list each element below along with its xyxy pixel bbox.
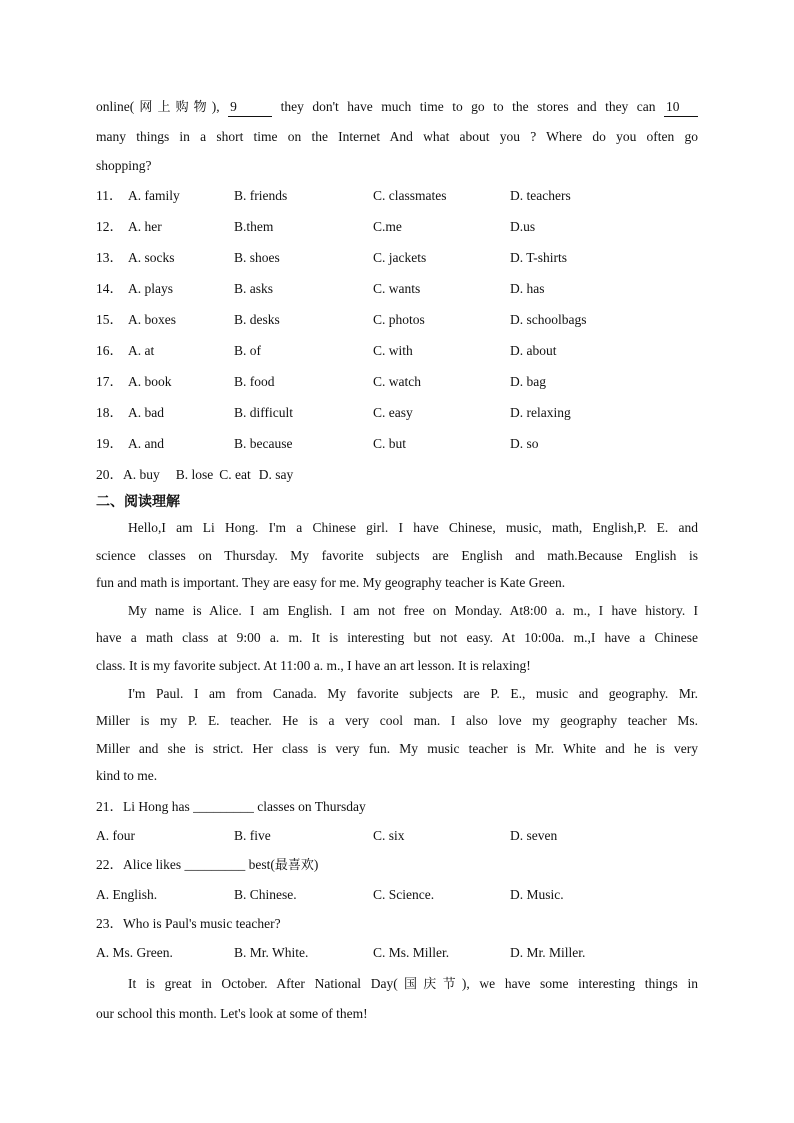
question-row [96,211,698,242]
option-b: B. Chinese. [234,886,297,902]
question-number: 16． [96,343,123,358]
option-c: C. Science. [373,886,435,902]
option-b: B. because [234,436,293,451]
text-paren: ), [211,99,220,114]
option-a: A. four [96,827,135,843]
question-23-stem: 23．Who is Paul's music teacher? [96,915,281,931]
option-d: D. bag [510,374,546,389]
question-list [96,180,698,459]
intro-line-1 [96,92,698,122]
option-a: A. plays [128,281,173,296]
question-number: 18． [96,405,123,420]
option-a: A. her [128,219,162,234]
question-text: 22．Alice likes [96,856,182,872]
passage-line: Hello,I am Li Hong. I'm a Chinese girl. I have Chinese, music, math, English,P. E. and [128,520,698,535]
section-heading-reading: 二、阅读理解 [96,494,180,510]
document-page [96,92,698,1028]
question-number: 13． [96,250,123,265]
question-number: 15． [96,312,123,327]
option-a: A. socks [128,250,175,265]
question-row [96,428,698,459]
option-c: C. easy [373,405,413,420]
option-a: A. boxes [128,312,176,327]
option-d: D. has [510,281,545,296]
option-a: A. and [128,436,164,451]
option-c: C. photos [373,312,425,327]
option-b: B. shoes [234,250,280,265]
intro-line-3: shopping? [96,158,152,173]
question-text: classes on Thursday [257,798,366,814]
question-number: 12． [96,219,123,234]
answer-blank: _________ [193,798,254,814]
blank-9: 9 [228,98,272,117]
option-c: C. jackets [373,250,427,265]
passage-li-hong [96,514,698,597]
passage-line [96,969,698,999]
option-d: D. seven [510,827,558,843]
question-row [96,366,698,397]
option-a: A. bad [128,405,164,420]
option-d: D. teachers [510,188,571,203]
question-number: 11． [96,188,123,203]
passage-line: science classes on Thursday. My favorite subjects are English and math.Because English is [96,547,698,563]
answer-blank: _________ [184,856,246,872]
option-a: A. book [128,374,172,389]
option-d: D. schoolbags [510,312,587,327]
option-d: D. about [510,343,557,358]
passage-text: ), we have some interesting things in [461,975,698,991]
passage-line: I'm Paul. I am from Canada. My favorite subjects are P. E., music and geography. Mr. [128,685,698,701]
question-row [96,242,698,273]
option-c: C. wants [373,281,421,296]
blank-10: 10 [664,98,698,117]
passage-line: kind to me. [96,768,158,784]
option-b: B. of [234,343,261,358]
question-text: best( [248,856,275,872]
option-d: D.us [510,219,536,234]
option-a: A. buy [123,467,160,482]
option-d: D. Music. [510,886,564,902]
passage-line: fun and math is important. They are easy for me. My geography teacher is Kate Green. [96,575,566,591]
text-cn-favorite: 最喜欢 [274,857,314,873]
question-22-stem [96,850,698,880]
question-text: ) [313,856,319,872]
question-21-options [96,821,698,850]
option-d: D. relaxing [510,405,571,420]
option-a: A. family [128,188,180,203]
option-b: B. five [234,827,271,843]
option-d: D. T-shirts [510,250,568,265]
option-b: B. lose [175,467,214,482]
passage-line: have a math class at 9:00 a. m. It is interesting but not easy. At 10:00a. m.,I have a Chinese [96,630,698,646]
passage-line: class. It is my favorite subject. At 11:00 a. m., I have an art lesson. It is relaxing! [96,657,531,673]
option-b: B.them [234,219,274,234]
question-22-options [96,880,698,909]
option-c: C. classmates [373,188,447,203]
text-cn-national-day: 国庆节 [397,976,462,992]
option-c: C. watch [373,374,421,389]
option-a: A. at [128,343,155,358]
passage-line: Miller and she is strict. Her class is very fun. My music teacher is Mr. White and he is very [96,740,698,756]
passage-text: It is great in October. After National Day( [128,975,398,991]
question-number: 14． [96,281,123,296]
option-b: B. desks [234,312,280,327]
question-number: 19． [96,436,123,451]
question-text: 21．Li Hong has [96,798,190,814]
passage-line: My name is Alice. I am English. I am not free on Monday. At8:00 a. m., I have history. I [128,602,698,618]
option-b: B. asks [234,281,274,296]
text-cn-online-shopping: 网上购物 [134,100,212,115]
passage-october [96,969,698,1028]
question-row [96,397,698,428]
option-a: A. Ms. Green. [96,944,173,960]
option-c: C. six [373,827,405,843]
option-d: D. Mr. Miller. [510,944,586,960]
option-d: D. so [510,436,539,451]
question-number: 17． [96,374,123,389]
option-c: C. eat [219,467,251,482]
question-row [96,180,698,211]
question-row [96,273,698,304]
option-a: A. English. [96,886,158,902]
option-c: C. but [373,436,407,451]
option-b: B. difficult [234,405,293,420]
question-row-20 [96,459,698,490]
option-c: C. with [373,343,413,358]
passage-line: Miller is my P. E. teacher. He is a very cool man. I also love my geography teacher Ms. [96,713,698,729]
intro-line-2: many things in a short time on the Internet And what about you ? Where do you often go [96,129,698,144]
passage-line: our school this month. Let's look at some of them! [96,1005,368,1021]
option-c: C.me [373,219,402,234]
option-b: B. food [234,374,275,389]
option-b: B. Mr. White. [234,944,309,960]
question-row [96,304,698,335]
passage-paul [96,680,698,790]
option-c: C. Ms. Miller. [373,944,450,960]
question-number: 20． [96,467,123,482]
question-23-options [96,938,698,967]
text-intro-mid: they don't have much time to go to the stores and they can [280,99,656,114]
question-row [96,335,698,366]
question-21-stem [96,792,698,821]
option-d: D. say [258,467,294,482]
option-b: B. friends [234,188,288,203]
passage-alice [96,597,698,680]
text-online: online( [96,99,135,114]
